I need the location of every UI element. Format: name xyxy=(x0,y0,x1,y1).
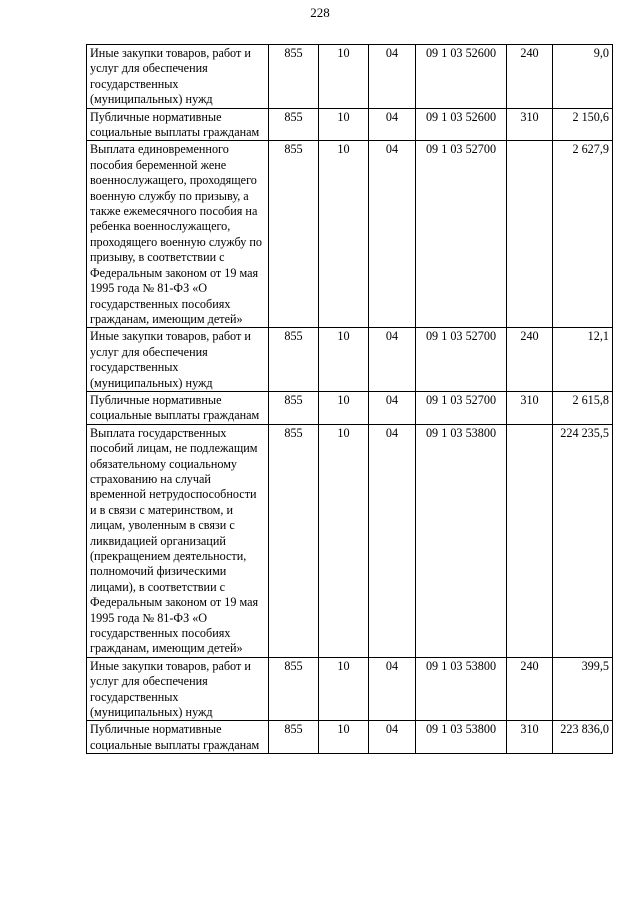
expense-type-code xyxy=(507,141,553,328)
table-row xyxy=(87,328,613,392)
expense-type-code: 240 xyxy=(507,657,553,721)
row-name: Публичные нормативные социальные выплаты гражданам xyxy=(87,721,269,754)
table-row xyxy=(87,424,613,657)
section-code: 10 xyxy=(319,721,369,754)
target-article-code: 09 1 03 52600 xyxy=(416,45,507,109)
amount: 2 615,8 xyxy=(553,391,613,424)
target-article-code: 09 1 03 53800 xyxy=(416,424,507,657)
ministry-code: 855 xyxy=(269,424,319,657)
section-code: 10 xyxy=(319,328,369,392)
ministry-code: 855 xyxy=(269,141,319,328)
subsection-code: 04 xyxy=(369,657,416,721)
target-article-code: 09 1 03 53800 xyxy=(416,657,507,721)
row-name: Иные закупки товаров, работ и услуг для обеспечения государственных (муниципальных) нужд xyxy=(87,328,269,392)
table-row xyxy=(87,391,613,424)
page-number: 228 xyxy=(310,5,330,20)
subsection-code: 04 xyxy=(369,141,416,328)
amount: 223 836,0 xyxy=(553,721,613,754)
target-article-code: 09 1 03 52600 xyxy=(416,108,507,141)
ministry-code: 855 xyxy=(269,45,319,109)
table-row xyxy=(87,657,613,721)
subsection-code: 04 xyxy=(369,391,416,424)
ministry-code: 855 xyxy=(269,657,319,721)
section-code: 10 xyxy=(319,391,369,424)
subsection-code: 04 xyxy=(369,45,416,109)
amount: 9,0 xyxy=(553,45,613,109)
amount: 2 150,6 xyxy=(553,108,613,141)
table-row xyxy=(87,108,613,141)
amount: 224 235,5 xyxy=(553,424,613,657)
expense-type-code: 310 xyxy=(507,391,553,424)
section-code: 10 xyxy=(319,141,369,328)
expense-type-code: 240 xyxy=(507,328,553,392)
subsection-code: 04 xyxy=(369,721,416,754)
ministry-code: 855 xyxy=(269,721,319,754)
amount: 12,1 xyxy=(553,328,613,392)
target-article-code: 09 1 03 53800 xyxy=(416,721,507,754)
budget-table xyxy=(86,44,613,754)
ministry-code: 855 xyxy=(269,108,319,141)
table-row xyxy=(87,45,613,109)
target-article-code: 09 1 03 52700 xyxy=(416,391,507,424)
subsection-code: 04 xyxy=(369,328,416,392)
row-name: Иные закупки товаров, работ и услуг для обеспечения государственных (муниципальных) нужд xyxy=(87,657,269,721)
ministry-code: 855 xyxy=(269,391,319,424)
amount: 2 627,9 xyxy=(553,141,613,328)
expense-type-code xyxy=(507,424,553,657)
amount: 399,5 xyxy=(553,657,613,721)
row-name: Иные закупки товаров, работ и услуг для обеспечения государственных (муниципальных) нужд xyxy=(87,45,269,109)
expense-type-code: 240 xyxy=(507,45,553,109)
section-code: 10 xyxy=(319,108,369,141)
table-row xyxy=(87,721,613,754)
expense-type-code: 310 xyxy=(507,108,553,141)
row-name: Публичные нормативные социальные выплаты гражданам xyxy=(87,391,269,424)
section-code: 10 xyxy=(319,45,369,109)
subsection-code: 04 xyxy=(369,108,416,141)
target-article-code: 09 1 03 52700 xyxy=(416,328,507,392)
ministry-code: 855 xyxy=(269,328,319,392)
subsection-code: 04 xyxy=(369,424,416,657)
row-name: Выплата единовременного пособия беременной жене военнослужащего, проходящего военную службу по призыву, а также ежемесячного пособия на ребенка военнослужащего, проходящего военную службу по призыву, в соответствии с Федеральным законом от 19 мая 1995 года № 81-ФЗ «О государственных пособиях гражданам, имеющим детей» xyxy=(87,141,269,328)
row-name: Выплата государственных пособий лицам, не подлежащим обязательному социальному страхованию на случай временной нетрудоспособности и в связи с материнством, и лицам, уволенным в связи с ликвидацией организаций (прекращением деятельности, полномочий физическими лицами), в соответствии с Федеральным законом от 19 мая 1995 года № 81-ФЗ «О государственных пособиях гражданам, имеющим детей» xyxy=(87,424,269,657)
table-row xyxy=(87,141,613,328)
section-code: 10 xyxy=(319,657,369,721)
target-article-code: 09 1 03 52700 xyxy=(416,141,507,328)
section-code: 10 xyxy=(319,424,369,657)
row-name: Публичные нормативные социальные выплаты гражданам xyxy=(87,108,269,141)
expense-type-code: 310 xyxy=(507,721,553,754)
